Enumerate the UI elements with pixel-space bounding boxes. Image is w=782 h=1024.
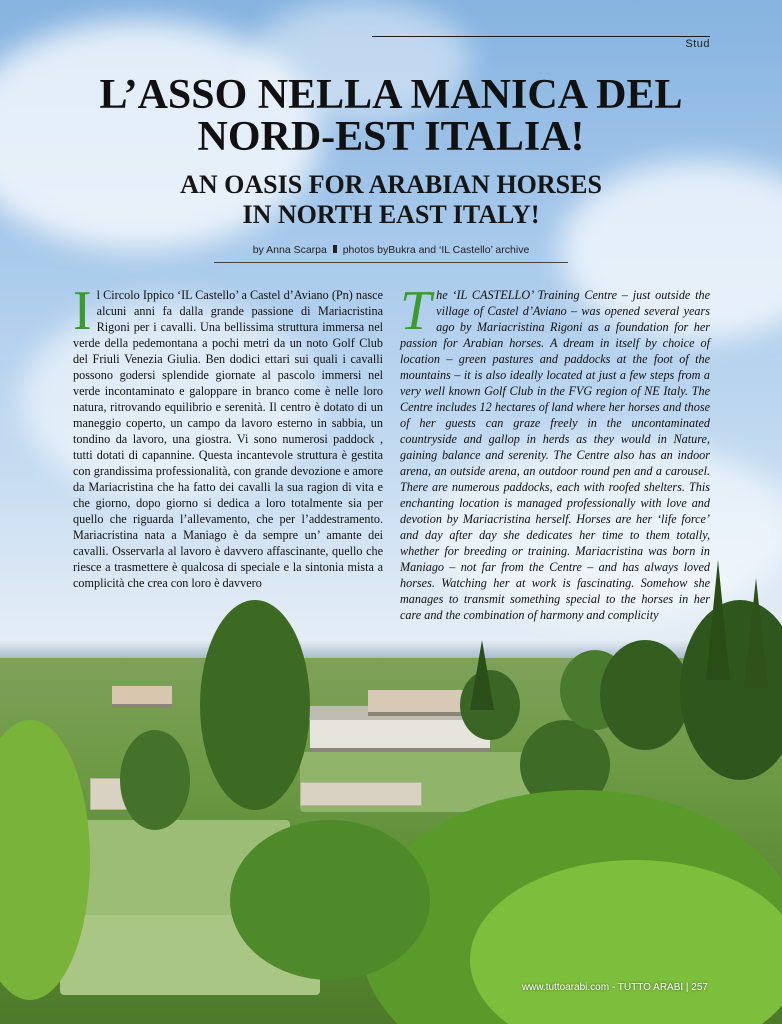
byline <box>200 244 582 256</box>
dropcap-english: T <box>400 280 432 342</box>
article-english-column <box>400 280 710 623</box>
title-line-2: NORD-EST ITALIA! <box>197 114 585 160</box>
subtitle-line-2: IN NORTH EAST ITALY! <box>242 200 540 229</box>
author-credit: by Anna Scarpa <box>252 244 327 256</box>
byline-rule <box>214 262 568 263</box>
page-footer: www.tuttoarabi.com - TUTTO ARABI | 257 <box>521 982 708 993</box>
title-line-1: L’ASSO NELLA MANICA DEL <box>99 72 683 118</box>
photo-credit: photos byBukra and ‘IL Castello’ archive <box>342 244 530 256</box>
section-label: Stud <box>685 38 710 50</box>
header-rule <box>372 36 710 37</box>
dropcap-italian: I <box>73 280 92 342</box>
subtitle-line-1: AN OASIS FOR ARABIAN HORSES <box>180 170 602 199</box>
article-title <box>40 74 742 158</box>
article-subtitle <box>40 170 742 230</box>
italian-body-text: l Circolo Ippico ‘IL Castello’ a Castel d’Aviano (Pn) nasce alcuni anni fa dalla grande passione di Mariacristina Rigoni per i cavalli. Una bellissima struttura immersa nel verde della pedemontana a pochi metri da un noto Golf Club del Friuli Venezia Giulia. Ben dodici ettari sui quali i cavalli possono godersi splendide giornate al pascolo immersi nel verde incontaminato e galoppare in branco come è nelle loro natura, ritrovando equilibrio e serenità. Il centro è dotato di un maneggio coperto, un campo da lavoro esterno in sabbia, un tondino da lavoro, una giostra. Vi sono numerosi paddock , tutti dotati di capannine. Questa incantevole struttura è gestita con grandissima professionalità, con grande devozione e amore da Mariacristina che ha fatto dei cavalli la sua ragion di vita e che giorno, dopo giorno si dedica a loro totalmente sia per quello che riguarda l’allevamento, che per l’addestramento. Mariacristina nata a Maniago è da sempre un’ amante dei cavalli. Osservarla al lavoro è davvero affascinante, quello che riesce a trasmettere è qualcosa di speciale e la sintonia mista a complicità che crea con loro è davvero <box>73 288 383 590</box>
english-body-text: he ‘IL CASTELLO’ Training Centre – just outside the village of Castel d’Aviano – was opened several years ago by Mariacristina Rigoni as a foundation for her passion for Arabian horses. A dream in itself by choice of location – green pastures and paddocks at the foot of the mountains – it is also ideally located at just a few steps from a very well known Golf Club in the FVG region of NE Italy. The Centre includes 12 hectares of land where her horses and those of her guests can graze freely in the uncontaminated countryside and gallop in herds as they would in Nature, gaining balance and serenity. The Centre also has an indoor arena, an outside arena, an outdoor round pen and a carousel. There are numerous paddocks, each with roofed shelters. This enchanting location is managed professionally with love and devotion by Mariacristina herself. Horses are her ‘life force’ and day after day she dedicates her time to them totally, whether for breeding or training. Mariacristina was born in Maniago – not far from the Centre – and has always loved horses. Watching her at work is fascinating. Somehow she manages to transmit something special to the horses in her care and the combination of harmony and complicity <box>400 288 710 622</box>
article-italian-column <box>73 280 383 591</box>
byline-separator <box>333 245 337 253</box>
